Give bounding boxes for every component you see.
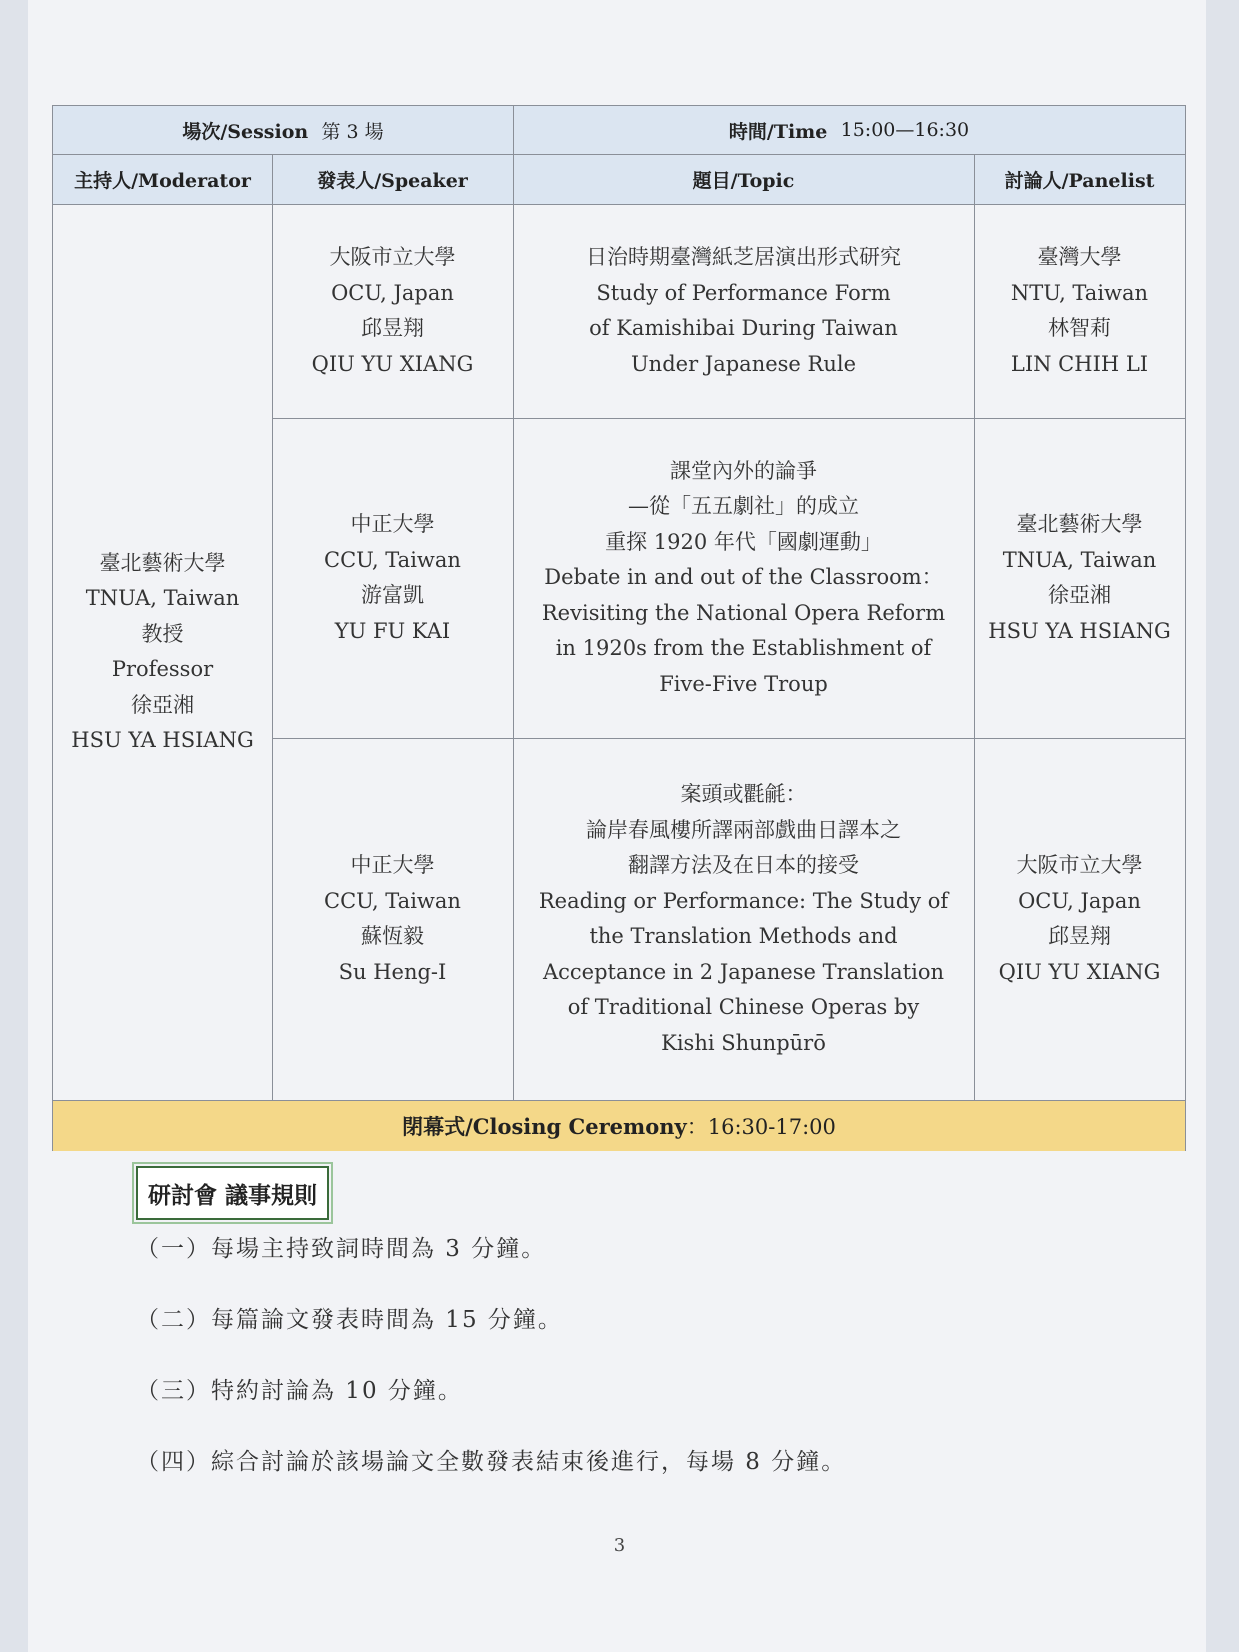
panelist-school-zh: 臺灣大學 (1037, 245, 1122, 269)
session-label: 場次/Session (182, 120, 309, 143)
speaker-cell (272, 738, 513, 1100)
topic-line: Under Japanese Rule (630, 351, 857, 376)
table-divider (974, 154, 975, 1100)
closing-ceremony-row (53, 1100, 1185, 1151)
speaker-cell (272, 204, 513, 418)
table-divider (272, 154, 273, 1100)
speaker-school-en: CCU, Taiwan (324, 888, 461, 913)
closing-time: ：16:30-17:00 (686, 1115, 836, 1139)
moderator-cell (53, 204, 272, 1100)
topic-line: 案頭或氍毹： (680, 782, 807, 806)
time-header (513, 106, 1185, 154)
session-table (52, 105, 1186, 1151)
speaker-school-en: OCU, Japan (331, 280, 454, 305)
topic-line: 重探 1920 年代「國劇運動」 (605, 529, 882, 554)
speaker-name-en: YU FU KAI (334, 618, 451, 643)
moderator-name-en: HSU YA HSIANG (71, 728, 254, 752)
panelist-school-en: TNUA, Taiwan (1002, 547, 1157, 572)
topic-cell (513, 418, 974, 738)
moderator-title-en: Professor (111, 657, 214, 681)
topic-line: 日治時期臺灣紙芝居演出形式研究 (586, 245, 901, 269)
topic-line: Acceptance in 2 Japanese Translation (542, 959, 945, 984)
panelist-name-en: QIU YU XIANG (998, 959, 1161, 984)
topic-line: Reading or Performance: The Study of (538, 888, 949, 913)
column-header-speaker: 發表人/Speaker (272, 154, 513, 204)
time-label: 時間/Time (728, 120, 828, 143)
panelist-name-zh: 邱昱翔 (1048, 924, 1111, 948)
topic-line: Kishi Shunpūrō (661, 1030, 826, 1055)
speaker-school-zh: 大阪市立大學 (329, 245, 456, 269)
table-divider (53, 204, 1185, 205)
table-divider (272, 738, 1185, 739)
rule-item: （四）綜合討論於該場論文全數發表結束後進行，每場 8 分鐘。 (136, 1449, 847, 1475)
table-divider (513, 106, 514, 1100)
speaker-name-zh: 游富凱 (360, 583, 424, 607)
speaker-name-en: Su Heng-I (338, 959, 447, 984)
column-header-moderator: 主持人/Moderator (53, 154, 272, 204)
speaker-cell (272, 418, 513, 738)
speaker-school-en: CCU, Taiwan (324, 547, 461, 572)
topic-line: 論岸春風樓所譯兩部戲曲日譯本之 (586, 817, 901, 842)
rule-item: （二）每篇論文發表時間為 15 分鐘。 (136, 1307, 563, 1333)
page-number: 3 (613, 1535, 626, 1556)
panelist-name-en: LIN CHIH LI (1010, 351, 1149, 376)
column-header-topic: 題目/Topic (513, 154, 974, 204)
panelist-cell (974, 418, 1185, 738)
panelist-school-zh: 臺北藝術大學 (1016, 512, 1143, 536)
panelist-name-zh: 林智莉 (1047, 316, 1111, 340)
speaker-name-zh: 邱昱翔 (361, 316, 424, 340)
moderator-name-zh: 徐亞湘 (131, 692, 194, 717)
topic-line: Revisiting the National Opera Reform (541, 600, 946, 625)
table-divider (272, 418, 1185, 419)
panelist-cell (974, 738, 1185, 1100)
panelist-cell (974, 204, 1185, 418)
topic-line: 翻譯方法及在日本的接受 (628, 853, 859, 877)
panelist-name-zh: 徐亞湘 (1048, 583, 1111, 607)
moderator-school-en: TNUA, Taiwan (85, 586, 240, 610)
topic-cell (513, 204, 974, 418)
column-header-panelist: 討論人/Panelist (974, 154, 1185, 204)
moderator-school-zh: 臺北藝術大學 (99, 550, 226, 575)
topic-line: Study of Performance Form (596, 280, 891, 305)
topic-line: Debate in and out of the Classroom： (544, 565, 943, 590)
speaker-name-zh: 蘇恆毅 (360, 924, 424, 948)
panelist-school-zh: 大阪市立大學 (1016, 853, 1143, 877)
rules-title: 研討會 議事規則 (136, 1166, 329, 1220)
rule-item: （一）每場主持致詞時間為 3 分鐘。 (136, 1236, 547, 1262)
speaker-school-zh: 中正大學 (350, 853, 435, 877)
moderator-title-zh: 教授 (141, 621, 184, 646)
panelist-school-en: NTU, Taiwan (1010, 280, 1149, 305)
topic-line: the Translation Methods and (589, 924, 898, 948)
time-value: 15:00—16:30 (840, 119, 970, 141)
closing-label: 閉幕式/Closing Ceremony (402, 1114, 687, 1139)
topic-line: —從「五五劇社」的成立 (628, 494, 859, 519)
panelist-name-en: HSU YA HSIANG (988, 618, 1171, 643)
topic-line: of Traditional Chinese Operas by (567, 995, 920, 1019)
topic-cell (513, 738, 974, 1100)
topic-line: of Kamishibai During Taiwan (589, 316, 898, 340)
session-value: 第 3 場 (321, 120, 384, 143)
speaker-name-en: QIU YU XIANG (311, 351, 474, 376)
speaker-school-zh: 中正大學 (350, 512, 435, 536)
topic-line: in 1920s from the Establishment of (555, 636, 932, 661)
session-header (53, 106, 513, 154)
rule-item: （三）特約討論為 10 分鐘。 (136, 1378, 463, 1404)
panelist-school-en: OCU, Japan (1018, 888, 1141, 913)
topic-line: 課堂內外的論爭 (670, 458, 817, 483)
topic-line: Five-Five Troup (659, 671, 828, 696)
table-divider (53, 154, 1185, 155)
